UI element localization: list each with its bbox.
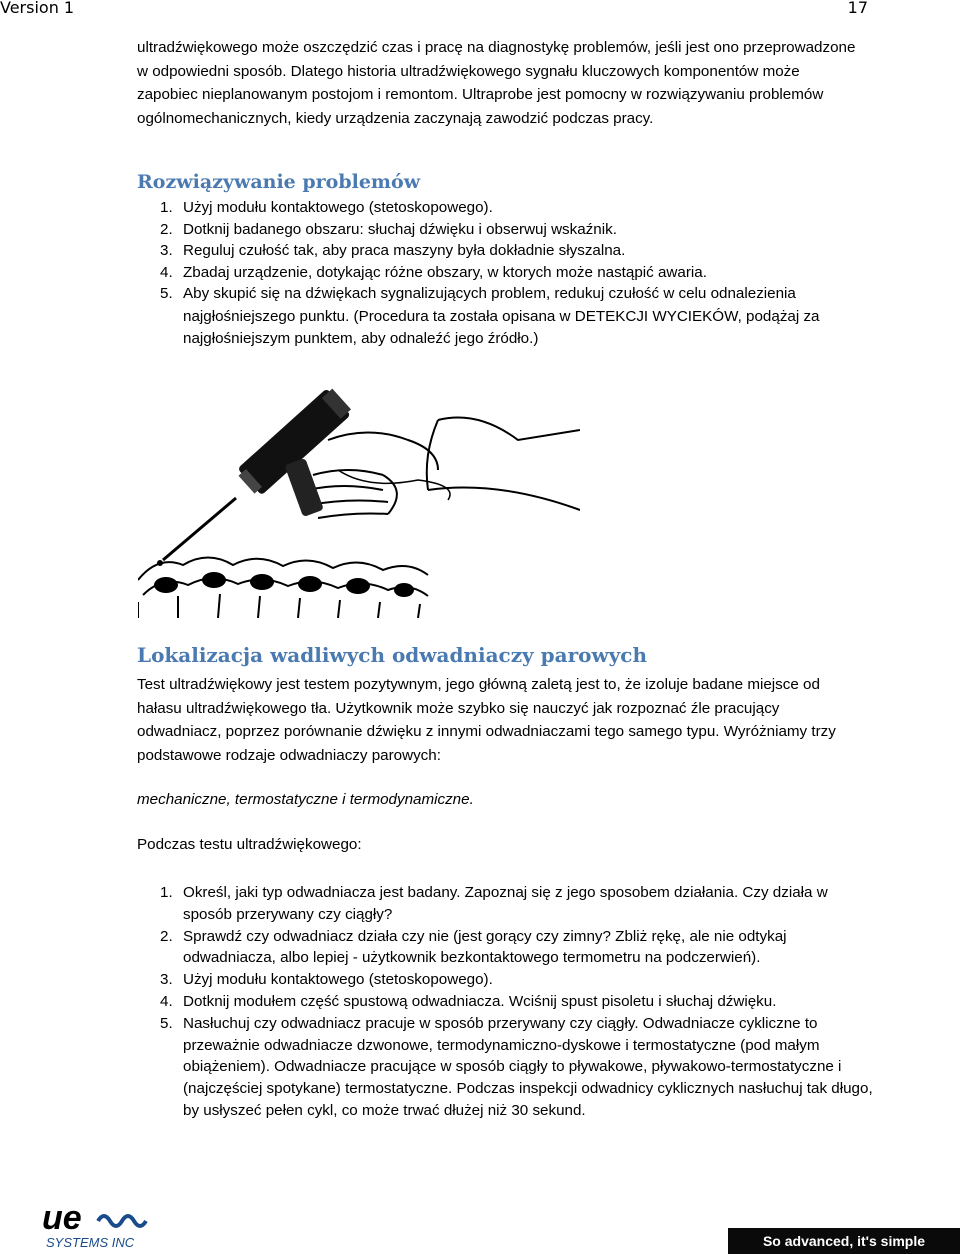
step-text: Nasłuchuj czy odwadniacz pracuje w sposób przerywany czy ciągły. Odwadniacze cykliczne to przeważnie odwadniacze dzwonowe, termodynamiczno-dyskowe i termostatyczne (pod małym obiążeniem). Odwadniacze pracujące w sposób ciągły to pływakowe, pływakowo-termostatyczne i (najczęściej spotykane) termostatyczne. Podczas inspekcji odwadnicy cyklicznych nasłuchuj tak długo, by usłyszeć pełen cykl, co może trwać dłużej niż 30 sekund. bbox=[183, 1014, 873, 1119]
steam-trap-steps bbox=[137, 882, 877, 1122]
header-version: Version 1 bbox=[0, 0, 75, 17]
page-number: 17 bbox=[847, 0, 868, 17]
list-item bbox=[137, 926, 877, 970]
ue-systems-logo bbox=[40, 1199, 180, 1251]
step-number: 2. bbox=[160, 927, 173, 945]
step-text: Dotknij modułem część spustową odwadniacza. Wciśnij spust pisoletu i słuchaj dźwięku. bbox=[183, 992, 777, 1010]
steam-traps-paragraph: Test ultradźwiękowy jest testem pozytywnym, jego główną zaletą jest to, że izoluje badane miejsce od hałasu ultradźwiękowego tła. Użytkownik może szybko się nauczyć jak rozpoznać źle pracujący odwadniacz, poprzez porównanie dźwięku z innymi odwadniaczami tego samego typu. Wyróżniamy trzy podstawowe rodzaje odwadniaczy parowych: bbox=[137, 676, 836, 764]
steam-traps-heading: Lokalizacja wadliwych odwadniaczy parowych bbox=[137, 643, 648, 667]
list-item bbox=[137, 283, 877, 351]
step-number: 2. bbox=[160, 220, 173, 238]
list-item bbox=[137, 991, 877, 1013]
footer-tagline: So advanced, it's simple bbox=[728, 1228, 960, 1254]
step-text: Użyj modułu kontaktowego (stetoskopowego). bbox=[183, 199, 493, 216]
step-text: Dotknij badanego obszaru: słuchaj dźwięku i obserwuj wskaźnik. bbox=[183, 220, 617, 238]
list-item bbox=[137, 969, 877, 991]
list-item bbox=[137, 1013, 877, 1122]
list-item bbox=[137, 262, 877, 284]
list-item bbox=[137, 240, 877, 262]
step-number: 5. bbox=[160, 1014, 173, 1032]
step-number: 1. bbox=[160, 199, 173, 216]
step-number: 4. bbox=[160, 992, 173, 1010]
step-text: Sprawdź czy odwadniacz działa czy nie (jest gorący czy zimny? Zbliż rękę, ale nie odtykaj odwadniacza, albo lepiej - użytkownik bezkontaktowego termometru na podczerwień). bbox=[183, 927, 787, 967]
list-item bbox=[137, 197, 877, 219]
step-text: Reguluj czułość tak, aby praca maszyny była dokładnie słyszalna. bbox=[183, 242, 626, 259]
step-text: Użyj modułu kontaktowego (stetoskopowego). bbox=[183, 971, 493, 989]
step-number: 5. bbox=[160, 285, 173, 302]
step-text: Zbadaj urządzenie, dotykając różne obszary, w ktorych może nastąpić awaria. bbox=[183, 263, 707, 281]
logo-mark: ue bbox=[42, 1199, 82, 1237]
ultrasonic-probe-illustration bbox=[138, 370, 580, 618]
step-number: 4. bbox=[160, 263, 173, 281]
logo-company-name: SYSTEMS INC bbox=[46, 1235, 135, 1250]
step-number: 3. bbox=[160, 971, 173, 989]
intro-paragraph: ultradźwiękowego może oszczędzić czas i pracę na diagnostykę problemów, jeśli jest ono przeprowadzone w odpowiedni sposób. Dlatego historia ultradźwiękowego sygnału kluczowych komponentów może zapobiec nieplanowanym postojom i remontom. Ultraprobe jest pomocny w rozwiązywaniu problemów ogólnomechanicznych, kiedy urządzenia zaczynają zawodzić podczas pracy. bbox=[137, 39, 856, 127]
step-text: Określ, jaki typ odwadniacza jest badany. Zapoznaj się z jego sposobem działania. Czy działa w sposób przerywany czy ciągły? bbox=[183, 884, 828, 923]
step-number: 3. bbox=[160, 242, 173, 259]
step-number: 1. bbox=[160, 884, 173, 901]
troubleshooting-heading: Rozwiązywanie problemów bbox=[137, 171, 421, 193]
step-text: Aby skupić się na dźwiękach sygnalizujących problem, redukuj czułość w celu odnalezienia najgłośniejszego punktu. (Procedura ta została opisana w DETEKCJI WYCIEKÓW, podążaj za najgłośniejszym punktem, aby odnaleźć jego źródło.) bbox=[183, 285, 820, 347]
list-item bbox=[137, 882, 877, 926]
during-test-label: Podczas testu ultradźwiękowego: bbox=[137, 836, 362, 853]
list-item bbox=[137, 219, 877, 241]
trap-types: mechaniczne, termostatyczne i termodynamiczne. bbox=[137, 791, 474, 808]
troubleshooting-steps bbox=[137, 197, 877, 351]
